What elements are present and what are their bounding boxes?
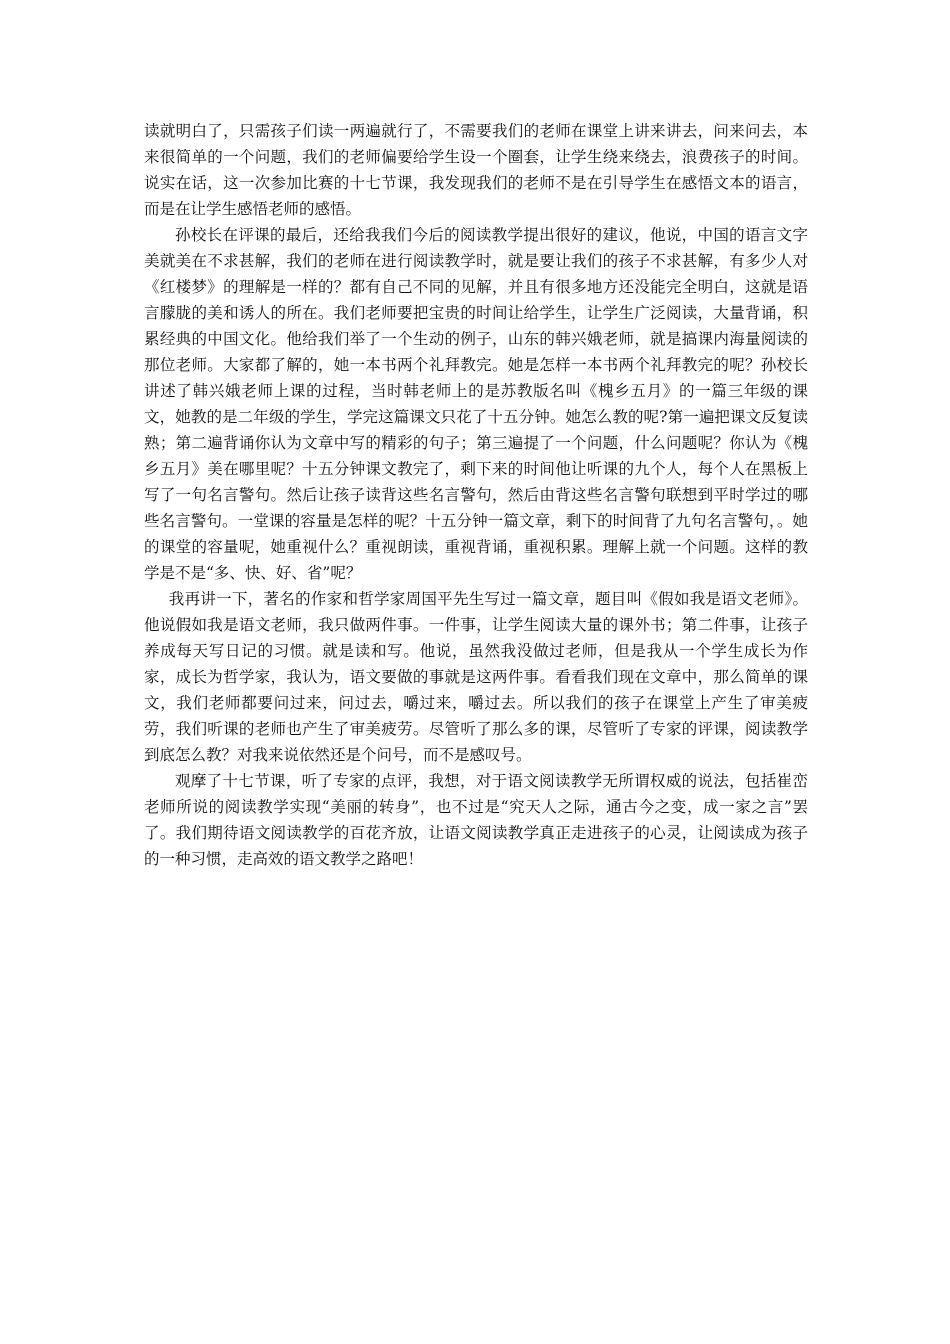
paragraph-2: 孙校长在评课的最后，还给我我们今后的阅读教学提出很好的建议，他说，中国的语言文字美就美在不求甚解，我们的老师在进行阅读教学时，就是要让我们的孩子不求甚解，有多少人对《红楼梦》的理解是一样的？都有自己不同的见解，并且有很多地方还没能完全明白，这就是语言朦胧的美和诱人的所在。我们老师要把宝贵的时间让给学生，让学生广泛阅读，大量背诵，积累经典的中国文化。他给我们举了一个生动的例子，山东的韩兴娥老师，就是搞课内海量阅读的那位老师。大家都了解的，她一本书两个礼拜教完。她是怎样一本书两个礼拜教完的呢？孙校长讲述了韩兴娥老师上课的过程，当时韩老师上的是苏教版名叫《槐乡五月》的一篇三年级的课文，她教的是二年级的学生，学完这篇课文只花了十五分钟。她怎么教的呢?第一遍把课文反复读熟；第二遍背诵你认为文章中写的精彩的句子；第三遍提了一个问题，什么问题呢？你认为《槐乡五月》美在哪里呢？十五分钟课文教完了，剩下来的时间他让听课的九个人，每个人在黑板上写了一句名言警句。然后让孩子读背这些名言警句，然后由背这些名言警句联想到平时学过的哪些名言警句。一堂课的容量是怎样的呢？十五分钟一篇文章，剩下的时间背了九句名言警句，。她的课堂的容量呢，她重视什么？重视朗读，重视背诵，重视积累。理解上就一个问题。这样的教学是不是“多、快、好、省”呢？ [144,226,808,582]
paragraph-3: 我再讲一下，著名的作家和哲学家周国平先生写过一篇文章，题目叫《假如我是语文老师》。他说假如我是语文老师，我只做两件事。一件事，让学生阅读大量的课外书；第二件事，让孩子养成每天写日记的习惯。就是读和写。他说，虽然我没做过老师，但是我从一个学生成长为作家，成长为哲学家，我认为，语文要做的事就是这两件事。看看我们现在文章中，那么简单的课文，我们老师都要问过来，问过去，嚼过来，嚼过去。所以我们的孩子在课堂上产生了审美疲劳，我们听课的老师也产生了审美疲劳。尽管听了那么多的课，尽管听了专家的评课，阅读教学到底怎么教？对我来说依然还是个问号，而不是感叹号。 [144,590,808,764]
paragraph-4: 观摩了十七节课，听了专家的点评，我想，对于语文阅读教学无所谓权威的说法，包括崔峦老师所说的阅读教学实现“美丽的转身”，也不过是“究天人之际，通古今之变，成一家之言”罢了。我们期待语文阅读教学的百花齐放，让语文阅读教学真正走进孩子的心灵，让阅读成为孩子的一种习惯，走高效的语文教学之路吧！ [144,772,808,868]
document-body [144,118,808,872]
paragraph-1: 读就明白了，只需孩子们读一两遍就行了，不需要我们的老师在课堂上讲来讲去，问来问去，本来很简单的一个问题，我们的老师偏要给学生设一个圈套，让学生绕来绕去，浪费孩子的时间。说实在话，这一次参加比赛的十七节课，我发现我们的老师不是在引导学生在感悟文本的语言，而是在让学生感悟老师的感悟。 [144,122,808,218]
